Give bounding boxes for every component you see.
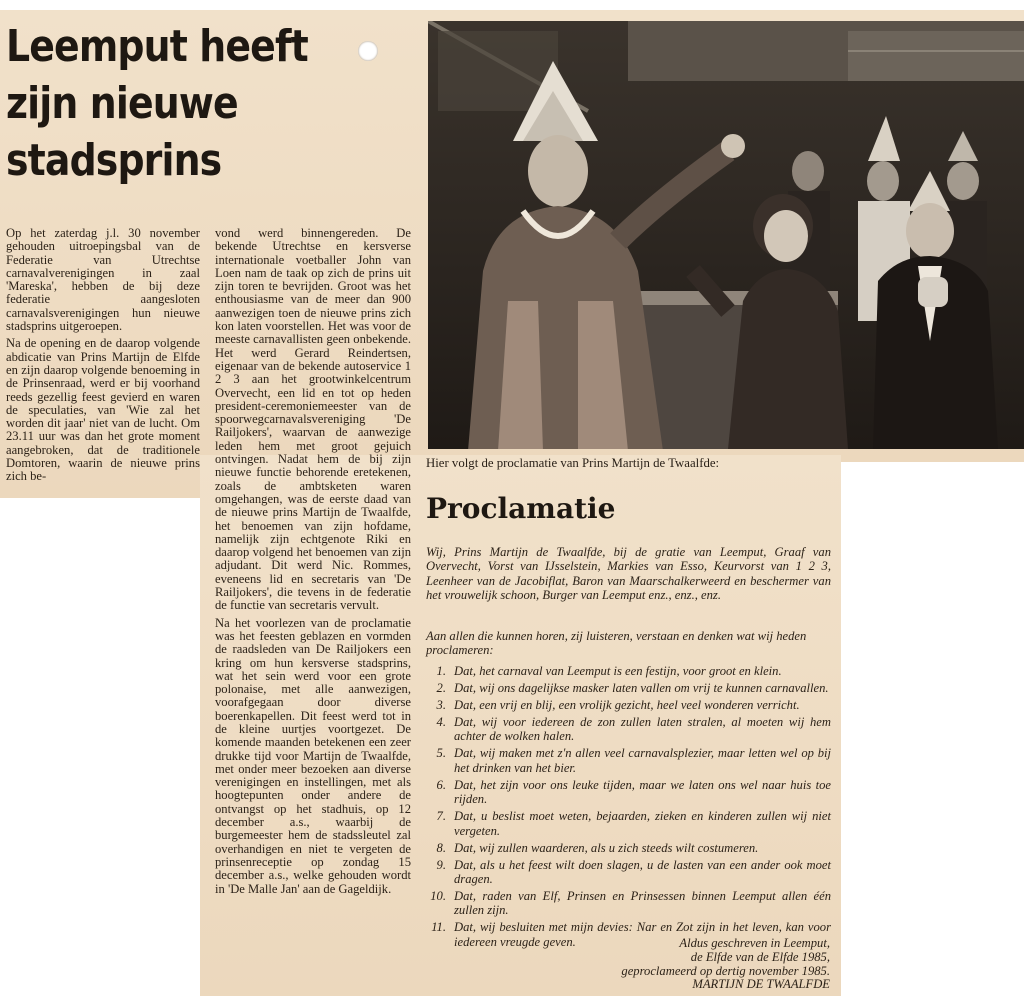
paragraph: vond werd binnengereden. De bekende Utrechtse en kersverse internationale voetballer John van Loen nam de taak op zich de prins uit zijn toren te bevrijden. Groot was het enthousiasme van de meer dan 900 aanwezigen toen de nieuwe prins zich kon laten voorstellen. Het was voor de meeste carnavallisten geen onbekende. Het werd Gerard Reindertsen, eigenaar van de bekende autoservice 1 2 3 aan het grootwinkelcentrum Overvecht, een lid en tot op heden president-ceremoniemeester van de spoorwegcarnavalsvereniging 'De Railjokers', waarvan de aanwezige leden hem met groot gejuich ontvingen. Nadat hem de bij zijn nieuwe functie behorende eretekenen, zoals de ambtsketen waren omgehangen, was de eerste daad van de nieuwe prins Martijn de Twaalfde, het benoemen van zijn hofdame, namelijk zijn echtgenote Riki en daarop volgend het benoemen van zijn adjudant. Dit werd Nic. Rommes, eveneens lid en secretaris van 'De Railjokers', die tevens in de federatie de functie van secretaris vervult. [215,226,411,613]
proclamation-signature [560,937,830,992]
list-item: 6. Dat, het zijn voor ons leuke tijden, maar we laten ons wel naar huis toe rijden. [436,777,831,807]
list-item: 10. Dat, raden van Elf, Prinsen en Prinsessen binnen Leemput allen één zullen zijn. [430,889,831,918]
paragraph: Na de opening en de daarop volgende abdicatie van Prins Martijn de Elfde en zijn daarop volgende benoeming in de Prinsenraad, werd er bij voorhand reeds gezellig feest gevierd en waren de speculaties, van 'Wie zal het worden dit jaar' niet van de lucht. Om 23.11 uur was dan het grote moment aangebroken, dat de traditionele Domtoren, waarin de nieuwe prins zich be- [6,336,200,484]
headline-line-2: zijn nieuwe [6,78,238,129]
list-item: 9. Dat, als u het feest wilt doen slagen, u de lasten van een ander ook moet dragen. [436,857,831,887]
list-item: 5. Dat, wij maken met z'n allen veel carnavalsplezier, maar letten wel op bij het drinken van het bier. [436,746,831,775]
list-item: 1. Dat, het carnaval van Leemput is een festijn, voor groot en klein. [436,664,782,678]
signature-name: MARTIJN DE TWAALFDE [692,977,830,992]
signature-line: de Elfde van de Elfde 1985, [690,949,830,964]
list-item: 8. Dat, wij zullen waarderen, als u zich steeds wilt costumeren. [436,840,759,855]
list-item: 7. Dat, u beslist moet weten, bejaarden, zieken en kinderen zullen wij niet vergeten. [436,809,831,838]
photo-caption: Hier volgt de proclamatie van Prins Martijn de Twaalfde: [426,456,720,470]
list-item: 11. Dat, wij besluiten met mijn devies: Nar en Zot zijn in het leven, kan voor iedereen vreugde geven. [431,920,831,949]
signature-line: Aldus geschreven in Leemput, [679,936,830,950]
proclamation-title: Proclamatie [426,492,616,525]
paragraph: Op het zaterdag j.l. 30 november gehouden uitroepingsbal van de Federatie van Utrechtse carnavalverenigingen in zaal 'Mareska', hebben de bij deze federatie aangesloten carnavalsverenigingen hun nieuwe stadsprins uitgeroepen. [6,226,200,334]
paragraph: Na het voorlezen van de proclamatie was het feesten geblazen en vormden de raadsleden van De Railjokers een kring om hun kersverse stadsprins, wat het sein werd voor een grote polonaise, met alle aanwezigen, voorafgegaan door diverse boerenkapellen. Dit feest werd tot in de kleine uurtjes voortgezet. De komende maanden betekenen een zeer drukke tijd voor Martijn de Twaalfde, met onder meer bezoeken aan diverse verenigingen en instellingen, met als hoogtepunten onder andere de ontvangst op het stadhuis, op 12 december a.s., waarbij de burgemeester hem de stadssleutel zal overhandigen en niet te vergeten de prinsenreceptie op zondag 15 december a.s., welke gehouden wordt in 'De Malle Jan' aan de Gageldijk. [215,615,411,896]
list-item: 3. Dat, een vrij en blij, een vrolijk gezicht, heel veel wonderen verricht. [436,698,800,712]
proclamation-intro: Wij, Prins Martijn de Twaalfde, bij de gratie van Leemput, Graaf van Overvecht, Vorst van IJsselstein, Markies van Esso, Keurvorst van 1 2 3, Leenheer van de Jacobiflat, Baron van Maarschalkerweerd en beschermer van het vrouwelijk schoon, Burger van Leemput enz., enz., enz. [426,545,831,603]
proclamation-address: Aan allen die kunnen horen, zij luisteren, verstaan en denken wat wij heden proclameren: [426,629,807,658]
signature-line: geproclameerd op dertig november 1985. [621,963,830,978]
article-column-2 [215,227,411,900]
list-item: 2. Dat, wij ons dagelijkse masker laten vallen om vrij te kunnen carnavallen. [436,681,829,695]
headline-line-1: Leemput heeft [6,21,308,72]
proclamation-list [426,664,831,952]
headline-line-3: stadsprins [6,135,222,186]
list-item: 4. Dat, wij voor iedereen de zon zullen laten stralen, al moeten wij hem achter de wolken halen. [436,715,831,744]
carnival-photo [428,21,1024,449]
headline [6,18,308,189]
article-column-1 [6,227,200,488]
punch-hole-left [358,41,378,61]
